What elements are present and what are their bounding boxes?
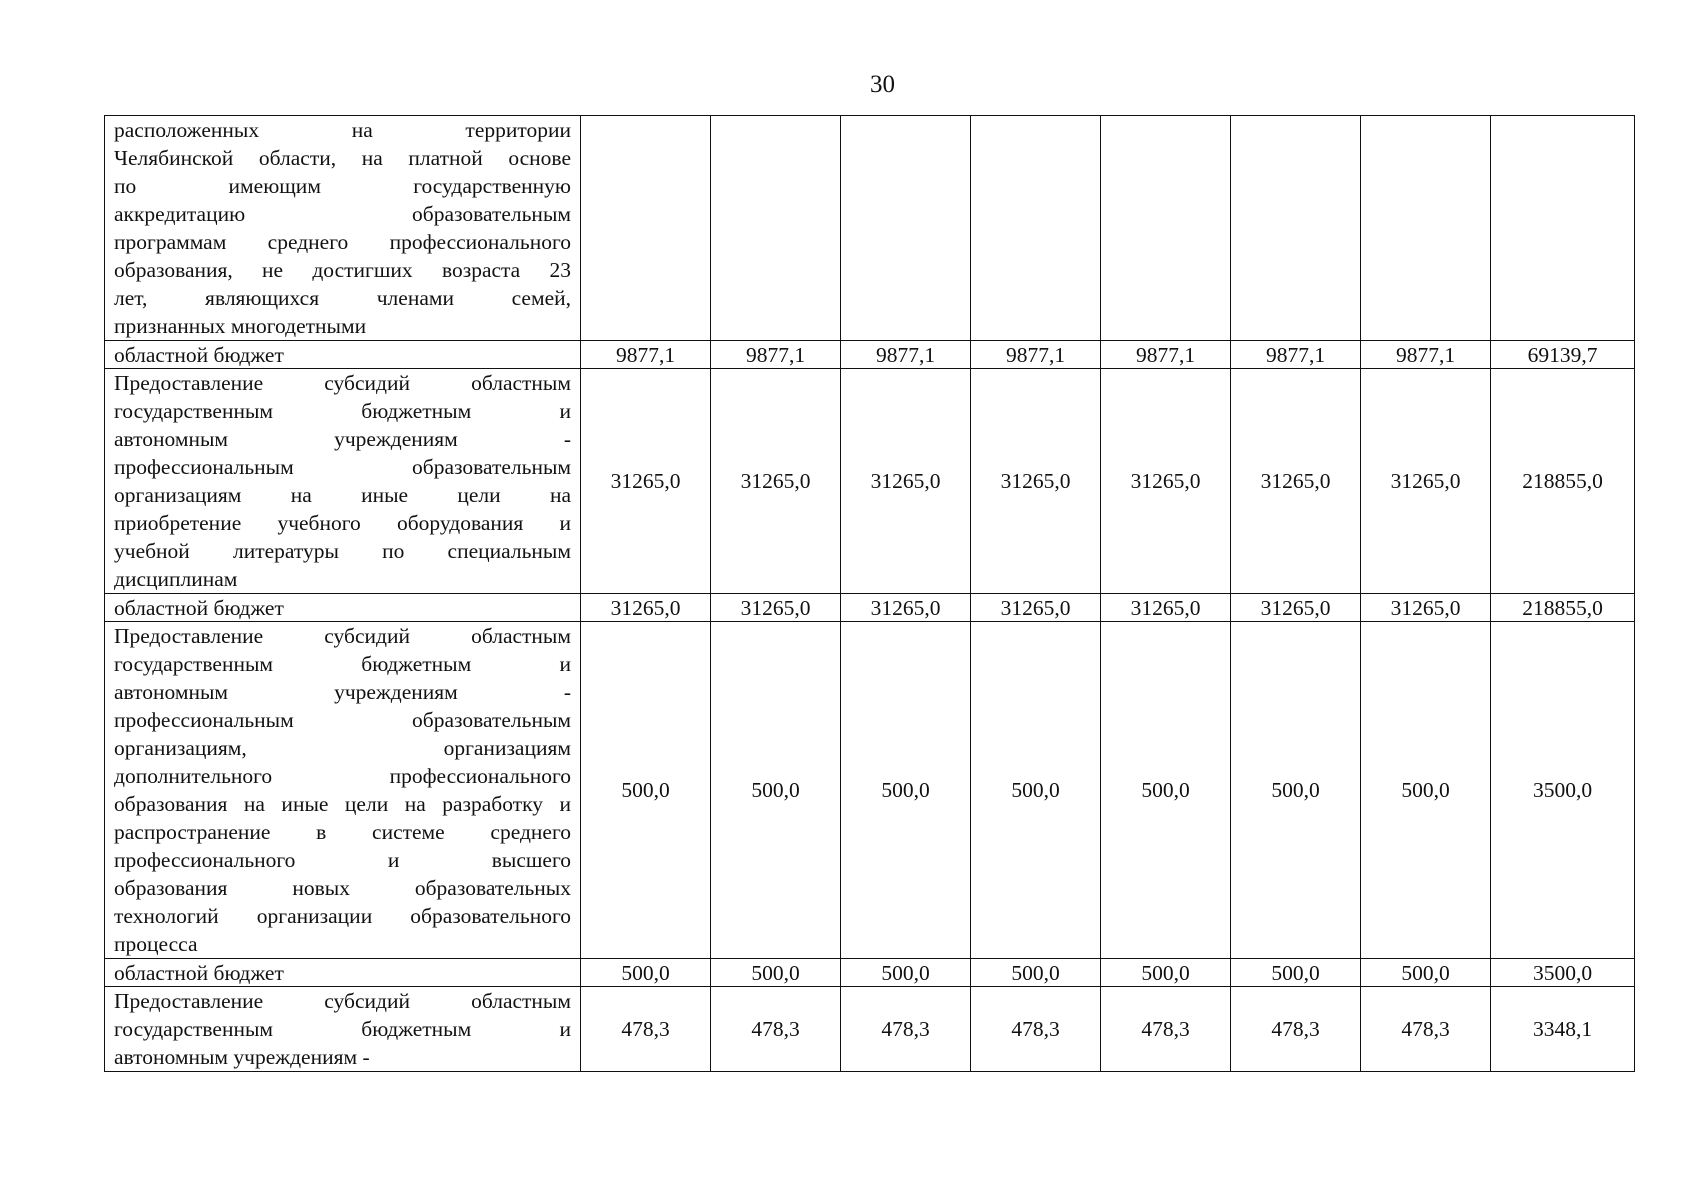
year-value-cell: 478,3 — [1101, 987, 1231, 1072]
description-line: приобретение учебного оборудования и — [114, 511, 571, 535]
year-value-cell: 31265,0 — [711, 369, 841, 594]
year-value-cell: 9877,1 — [1361, 341, 1491, 369]
year-value-cell: 478,3 — [971, 987, 1101, 1072]
year-value-cell: 31265,0 — [581, 594, 711, 622]
description-line: учебной литературы по специальным — [114, 539, 571, 563]
year-value-cell: 500,0 — [581, 622, 711, 959]
year-value-cell: 9877,1 — [581, 341, 711, 369]
description-line: дисциплинам — [114, 567, 238, 591]
year-value-cell: 31265,0 — [971, 369, 1101, 594]
description-line: профессиональным образовательным — [114, 708, 571, 732]
year-value-cell: 500,0 — [841, 959, 971, 987]
year-value-cell — [1231, 116, 1361, 341]
description-line: технологий организации образовательного — [114, 904, 571, 928]
budget-source-label: областной бюджет — [105, 959, 581, 987]
measure-row — [105, 987, 1635, 1072]
year-value-cell: 31265,0 — [1231, 369, 1361, 594]
measure-row — [105, 116, 1635, 341]
table-body — [105, 116, 1635, 1072]
description-line: распространение в системе среднего — [114, 820, 571, 844]
budget-row — [105, 959, 1635, 987]
description-line: признанных многодетными — [114, 314, 367, 338]
total-cell: 3500,0 — [1491, 622, 1635, 959]
year-value-cell: 500,0 — [1101, 959, 1231, 987]
description-line: дополнительного профессионального — [114, 764, 571, 788]
description-line: автономным учреждениям - — [114, 427, 571, 451]
total-cell: 69139,7 — [1491, 341, 1635, 369]
description-line: государственным бюджетным и — [114, 1017, 571, 1041]
measure-row — [105, 622, 1635, 959]
year-value-cell: 478,3 — [581, 987, 711, 1072]
description-line: Предоставление субсидий областным — [114, 624, 571, 648]
budget-source-label: областной бюджет — [105, 594, 581, 622]
year-value-cell: 478,3 — [841, 987, 971, 1072]
year-value-cell: 500,0 — [971, 622, 1101, 959]
total-cell: 218855,0 — [1491, 369, 1635, 594]
year-value-cell: 478,3 — [1231, 987, 1361, 1072]
measure-description — [105, 987, 581, 1072]
description-line: профессионального и высшего — [114, 848, 571, 872]
year-value-cell: 31265,0 — [1231, 594, 1361, 622]
description-line: лет, являющихся членами семей, — [114, 286, 571, 310]
year-value-cell: 9877,1 — [971, 341, 1101, 369]
description-line: Предоставление субсидий областным — [114, 371, 571, 395]
year-value-cell — [971, 116, 1101, 341]
year-value-cell: 500,0 — [971, 959, 1101, 987]
total-cell — [1491, 116, 1635, 341]
year-value-cell — [711, 116, 841, 341]
description-line: образования на иные цели на разработку и — [114, 792, 571, 816]
description-line: программам среднего профессионального — [114, 230, 571, 254]
description-line: организациям, организациям — [114, 736, 571, 760]
year-value-cell: 500,0 — [711, 622, 841, 959]
year-value-cell: 500,0 — [1231, 959, 1361, 987]
measure-row — [105, 369, 1635, 594]
year-value-cell: 31265,0 — [841, 369, 971, 594]
measure-description — [105, 116, 581, 341]
year-value-cell: 31265,0 — [1101, 594, 1231, 622]
year-value-cell: 31265,0 — [1361, 369, 1491, 594]
description-line: по имеющим государственную — [114, 174, 571, 198]
total-cell: 3348,1 — [1491, 987, 1635, 1072]
year-value-cell: 9877,1 — [1101, 341, 1231, 369]
year-value-cell: 31265,0 — [711, 594, 841, 622]
year-value-cell: 500,0 — [841, 622, 971, 959]
year-value-cell — [581, 116, 711, 341]
description-line: образования новых образовательных — [114, 876, 571, 900]
year-value-cell: 9877,1 — [1231, 341, 1361, 369]
description-line: государственным бюджетным и — [114, 399, 571, 423]
year-value-cell: 31265,0 — [1101, 369, 1231, 594]
description-line: расположенных на территории — [114, 118, 571, 142]
year-value-cell — [1101, 116, 1231, 341]
year-value-cell: 31265,0 — [1361, 594, 1491, 622]
description-line: государственным бюджетным и — [114, 652, 571, 676]
total-cell: 218855,0 — [1491, 594, 1635, 622]
year-value-cell: 500,0 — [1361, 959, 1491, 987]
year-value-cell: 478,3 — [1361, 987, 1491, 1072]
description-line: профессиональным образовательным — [114, 455, 571, 479]
description-line: организациям на иные цели на — [114, 483, 571, 507]
year-value-cell: 9877,1 — [841, 341, 971, 369]
budget-row — [105, 341, 1635, 369]
description-line: образования, не достигших возраста 23 — [114, 258, 571, 282]
measure-description — [105, 622, 581, 959]
year-value-cell: 31265,0 — [841, 594, 971, 622]
description-line: автономным учреждениям - — [114, 1045, 370, 1069]
description-line: Челябинской области, на платной основе — [114, 146, 571, 170]
budget-row — [105, 594, 1635, 622]
year-value-cell: 31265,0 — [971, 594, 1101, 622]
year-value-cell: 500,0 — [711, 959, 841, 987]
year-value-cell: 500,0 — [1101, 622, 1231, 959]
year-value-cell: 478,3 — [711, 987, 841, 1072]
year-value-cell: 500,0 — [581, 959, 711, 987]
year-value-cell: 9877,1 — [711, 341, 841, 369]
measure-description — [105, 369, 581, 594]
budget-table — [104, 115, 1635, 1072]
total-cell: 3500,0 — [1491, 959, 1635, 987]
budget-source-label: областной бюджет — [105, 341, 581, 369]
year-value-cell: 500,0 — [1231, 622, 1361, 959]
year-value-cell — [1361, 116, 1491, 341]
year-value-cell: 31265,0 — [581, 369, 711, 594]
description-line: автономным учреждениям - — [114, 680, 571, 704]
description-line: аккредитацию образовательным — [114, 202, 571, 226]
page-number: 30 — [870, 71, 895, 98]
year-value-cell — [841, 116, 971, 341]
year-value-cell: 500,0 — [1361, 622, 1491, 959]
description-line: процесса — [114, 932, 198, 956]
description-line: Предоставление субсидий областным — [114, 989, 571, 1013]
